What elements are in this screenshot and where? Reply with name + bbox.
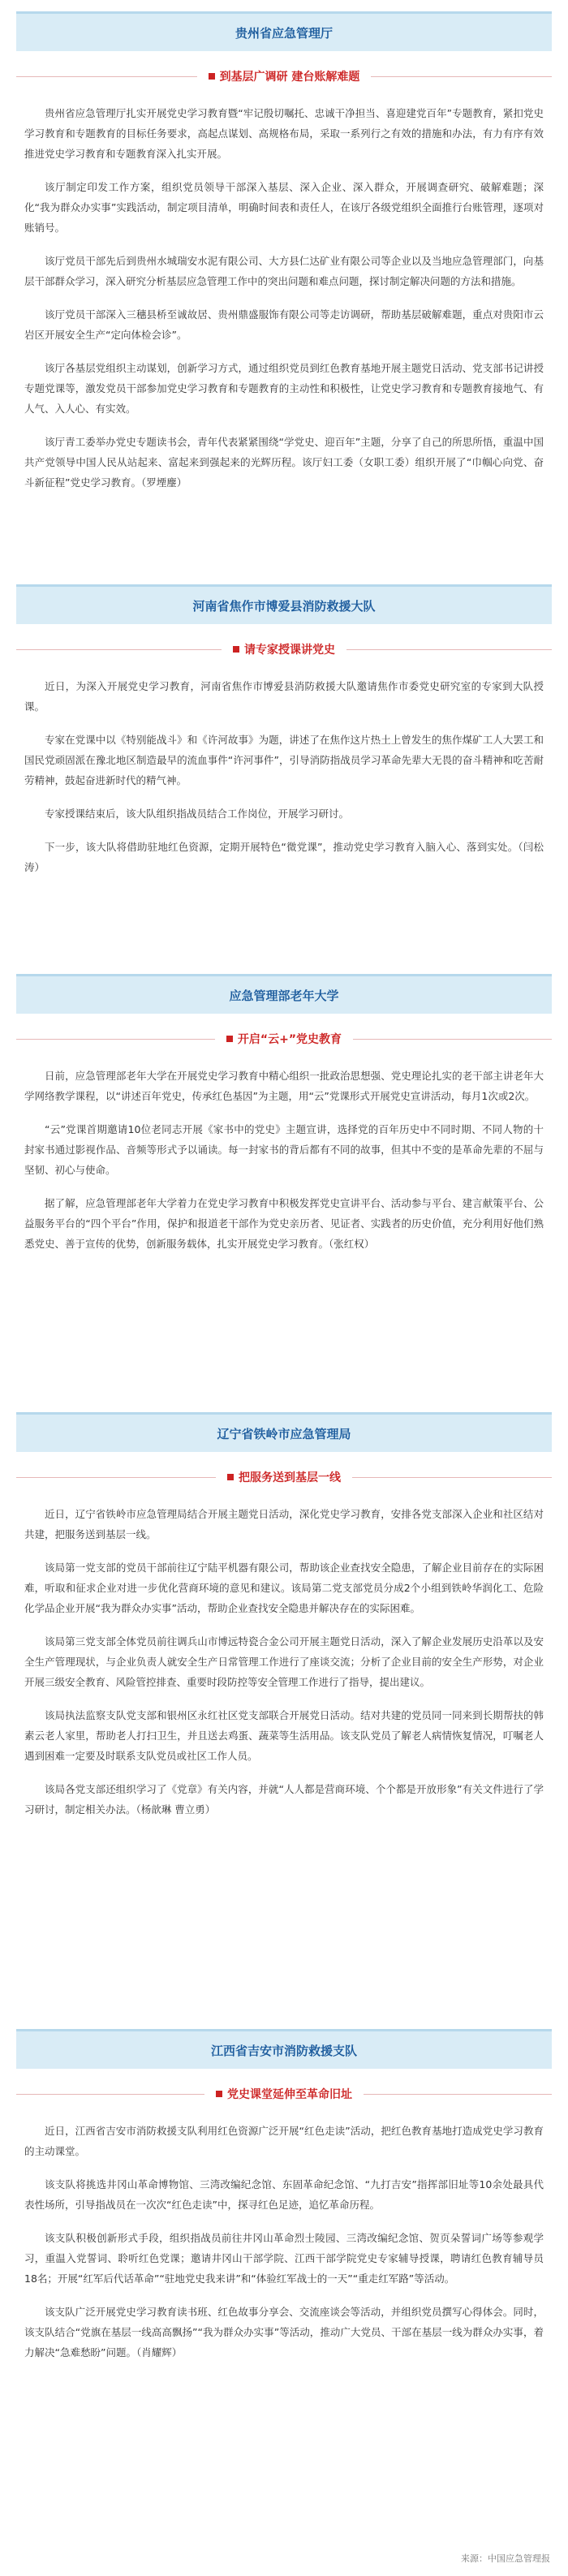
paragraph: 近日，江西省吉安市消防救援支队利用红色资源广泛开展“红色走读”活动，把红色教育基地打造成党史学习教育的主动课堂。 [24, 2125, 544, 2157]
section-subtitle [197, 68, 372, 84]
paragraph: 该支队积极创新形式手段，组织指战员前往井冈山革命烈士陵园、三湾改编纪念馆、贺页朵誓词广场等参观学习，重温入党誓词、聆听红色党课；邀请井冈山干部学院、江西干部学院党史专家辅导授课，聘请红色教育辅导员18名；开展“红军后代话革命”“驻地党史我来讲”和“体验红军战士的一天”“重走红军路”等活动。 [24, 2232, 544, 2285]
square-bullet-icon [227, 1474, 234, 1480]
section-henan [16, 584, 552, 890]
subtitle-row [16, 637, 552, 661]
paragraph: 该厅党员干部先后到贵州水城瑞安水泥有限公司、大方县仁达矿业有限公司等企业以及当地应急管理部门，向基层干部群众学习，深入研究分析基层应急管理工作中的突出问题和难点问题，探讨制定解决问题的方法和措施。 [24, 255, 544, 287]
section-tieling [16, 1412, 552, 1833]
paragraph: 专家在党课中以《特别能战斗》和《许河故事》为题，讲述了在焦作这片热土上曾发生的焦作煤矿工人大罢工和国民党顽固派在豫北地区制造最早的流血事件“许河事件”，引导消防指战员学习革命先辈大无畏的奋斗精神和吃苦耐劳精神，鼓起奋进新时代的精气神。 [24, 734, 544, 786]
banner-title: 江西省吉安市消防救援支队 [210, 2043, 357, 2058]
section-banner [16, 1412, 552, 1452]
paragraph: “云”党课首期邀请10位老同志开展《家书中的党史》主题宣讲，选择党的百年历史中不同时期、不同人物的十封家书通过影视作品、音频等形式予以诵读。每一封家书的背后都有不同的故事，但其中不变的是革命先辈的不屈与坚韧、初心与使命。 [24, 1123, 544, 1176]
section-subtitle [222, 641, 346, 657]
subtitle-text: 到基层广调研 建台账解难题 [219, 71, 360, 84]
banner-title: 贵州省应急管理厅 [235, 25, 333, 41]
section-jian [16, 2029, 552, 2376]
square-bullet-icon [233, 646, 239, 653]
section-banner [16, 2029, 552, 2069]
subtitle-text: 党史课堂延伸至革命旧址 [227, 2088, 352, 2101]
section-subtitle [215, 1031, 353, 1047]
banner-title: 辽宁省铁岭市应急管理局 [217, 1426, 351, 1441]
subtitle-row [16, 64, 552, 88]
paragraph: 贵州省应急管理厅扎实开展党史学习教育暨“牢记殷切嘱托、忠诚干净担当、喜迎建党百年”专题教育，紧扣党史学习教育和专题教育的目标任务要求，高起点谋划、高规格布局，采取一系列行之有效的措施和办法，有力有序有效推进党史学习教育和专题教育深入扎实开展。 [24, 107, 544, 160]
subtitle-row [16, 1465, 552, 1489]
source-credit: 来源：中国应急管理报 [461, 2553, 550, 2564]
section-guizhou [16, 11, 552, 506]
section-subtitle [204, 2086, 364, 2102]
square-bullet-icon [226, 1036, 233, 1042]
section-elderly-university [16, 974, 552, 1267]
section-banner [16, 974, 552, 1014]
banner-title: 河南省焦作市博爱县消防救援大队 [192, 598, 376, 614]
paragraph: 下一步，该大队将借助驻地红色资源，定期开展特色“微党课”，推动党史学习教育入脑入心、落到实处。（闫松涛） [24, 841, 544, 873]
section-subtitle [216, 1469, 352, 1485]
paragraph: 专家授课结束后，该大队组织指战员结合工作岗位，开展学习研讨。 [45, 808, 350, 820]
paragraph: 该局执法监察支队党支部和银州区永红社区党支部联合开展党日活动。结对共建的党员同一同来到长期帮扶的韩素云老人家里，帮助老人打扫卫生，并且送去鸡蛋、蔬菜等生活用品。该支队党员了解老人病情恢复情况，叮嘱老人遇到困难一定要及时联系支队党员或社区工作人员。 [24, 1709, 544, 1762]
paragraph: 该局第三党支部全体党员前往调兵山市博远特瓷合金公司开展主题党日活动，深入了解企业发展历史沿革以及安全生产管理现状，与企业负责人就安全生产日常管理工作进行了座谈交流；分析了企业目前的安全生产形势，对企业开展三级安全教育、风险管控排查、重要时段防控等安全管理工作进行了指导，提出建议。 [24, 1635, 544, 1688]
paragraph: 该支队将挑选井冈山革命博物馆、三湾改编纪念馆、东固革命纪念馆、“九打吉安”指挥部旧址等10余处最具代表性场所，引导指战员在一次次“红色走读”中，探寻红色足迹，追忆革命历程。 [24, 2178, 544, 2211]
subtitle-row [16, 2082, 552, 2106]
square-bullet-icon [209, 73, 215, 80]
subtitle-text: 把服务送到基层一线 [239, 1471, 341, 1484]
paragraph: 日前，应急管理部老年大学在开展党史学习教育中精心组织一批政治思想强、党史理论扎实的老干部主讲老年大学网络教学课程，以“讲述百年党史，传承红色基因”为主题，用“云”党课形式开展党史宣讲活动，每月1次或2次。 [24, 1070, 544, 1102]
paragraph: 近日，辽宁省铁岭市应急管理局结合开展主题党日活动，深化党史学习教育，安排各党支部深入企业和社区结对共建，把服务送到基层一线。 [24, 1508, 544, 1540]
subtitle-row [16, 1027, 552, 1051]
paragraph: 该厅制定印发工作方案，组织党员领导干部深入基层、深入企业、深入群众，开展调查研究、破解难题；深化“我为群众办实事”实践活动，制定项目清单，明确时间表和责任人，在该厅各级党组织全面推行台账管理，逐项对账销号。 [24, 181, 544, 234]
paragraph: 近日，为深入开展党史学习教育，河南省焦作市博爱县消防救援大队邀请焦作市委党史研究室的专家到大队授课。 [24, 680, 544, 713]
square-bullet-icon [216, 2091, 222, 2097]
paragraph: 该厅青工委举办党史专题读书会，青年代表紧紧围绕“学党史、迎百年”主题，分享了自己的所思所悟，重温中国共产党领导中国人民从站起来、富起来到强起来的光辉历程。该厅妇工委（女职工委）组织开展了“巾帼心向党、奋斗新征程”党史学习教育。（罗堙麈） [24, 436, 544, 489]
paragraph: 该局各党支部还组织学习了《党章》有关内容，并就“人人都是营商环境、个个都是开放形象”有关文件进行了学习研讨，制定相关办法。（杨歆琳 曹立勇） [24, 1783, 544, 1816]
subtitle-text: 开启“云+”党史教育 [237, 1033, 342, 1046]
subtitle-text: 请专家授课讲党史 [244, 644, 335, 657]
paragraph: 该支队广泛开展党史学习教育读书班、红色故事分享会、交流座谈会等活动，并组织党员撰写心得体会。同时，该支队结合“党旗在基层一线高高飘扬”“我为群众办实事”等活动，推动广大党员、干部在基层一线为群众办实事，着力解决“急难愁盼”问题。（肖耀辉） [24, 2306, 544, 2358]
section-banner [16, 11, 552, 51]
banner-title: 应急管理部老年大学 [229, 988, 339, 1003]
paragraph: 该厅各基层党组织主动谋划，创新学习方式，通过组织党员到红色教育基地开展主题党日活动、党支部书记讲授专题党课等，激发党员干部参加党史学习教育和专题教育的主动性和积极性，让党史学习教育和专题教育接地气、有人气、入人心、有实效。 [24, 362, 544, 415]
paragraph: 该局第一党支部的党员干部前往辽宁陆平机器有限公司，帮助该企业查找安全隐患，了解企业目前存在的实际困难，听取和征求企业对进一步优化营商环境的意见和建议。该局第二党支部党员分成2个小组到铁岭华润化工、危险化学品企业开展“我为群众办实事”活动，帮助企业查找安全隐患并解决存在的实际困难。 [24, 1562, 544, 1614]
paragraph: 据了解，应急管理部老年大学着力在党史学习教育中积极发挥党史宣讲平台、活动参与平台、建言献策平台、公益服务平台的“四个平台”作用，保护和报道老干部作为党史亲历者、见证者、实践者的历史价值，充分利用好他们熟悉党史、善于宣传的优势，创新服务载体，扎实开展党史学习教育。（张红权） [24, 1197, 544, 1250]
section-banner [16, 584, 552, 624]
paragraph: 该厅党员干部深入三穗县桥至诚故居、贵州鼎盛服饰有限公司等走访调研，帮助基层破解难题，重点对贵阳市云岩区开展安全生产“定向体检会诊”。 [24, 308, 544, 341]
